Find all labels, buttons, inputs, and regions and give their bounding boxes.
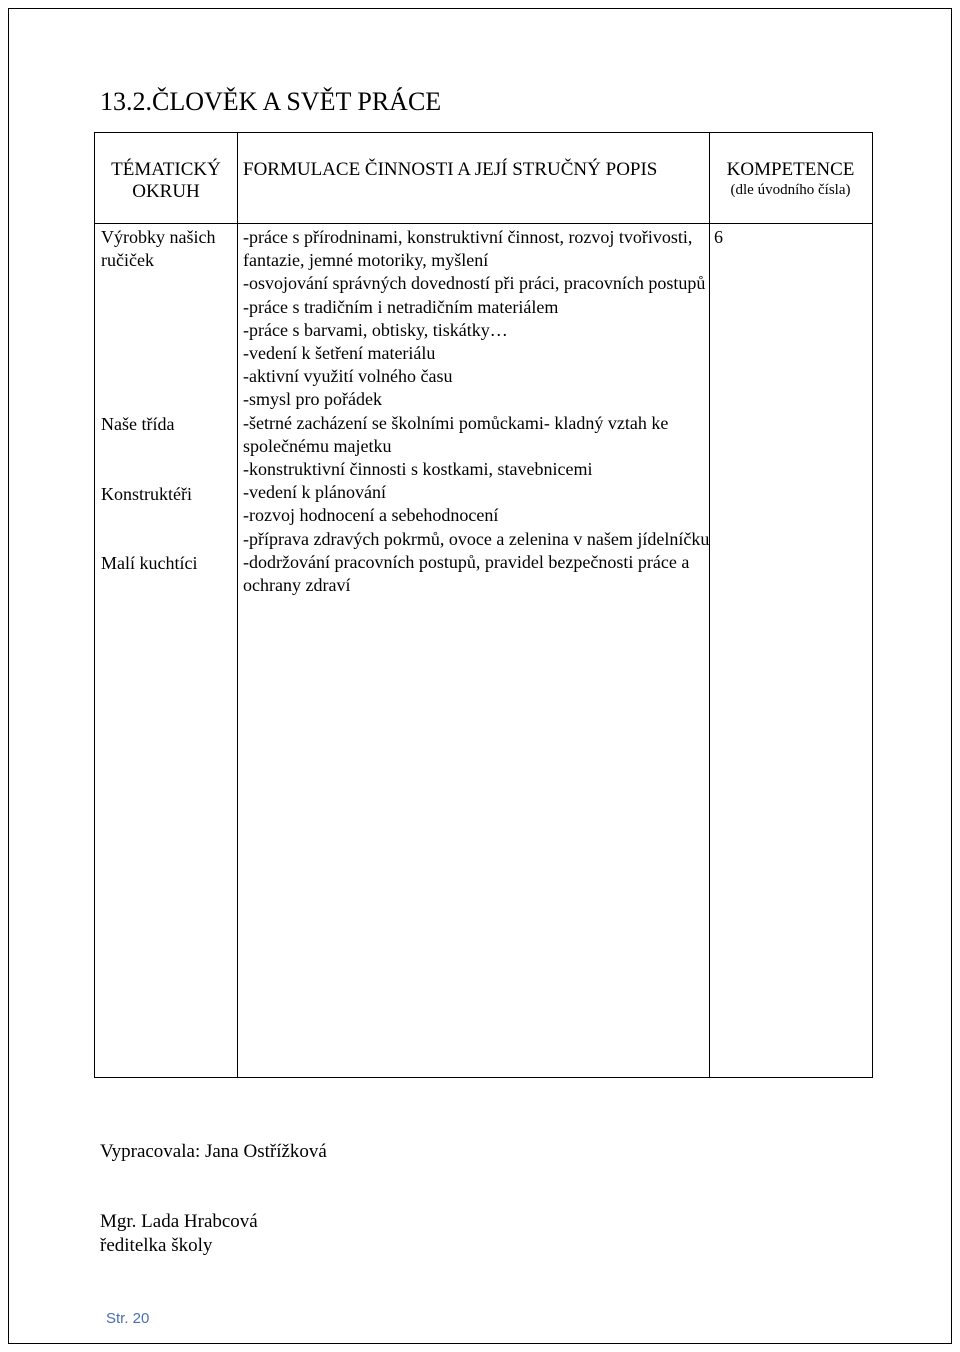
header-competence (709, 159, 872, 199)
activity-item: -osvojování správných dovedností při práci, pracovních postupů (243, 273, 706, 294)
curriculum-table (94, 132, 873, 1078)
activity-item: -rozvoj hodnocení a sebehodnocení (243, 505, 499, 526)
activity-item: -šetrné zacházení se školními pomůckami- kladný vztah ke společnému majetku (243, 412, 669, 456)
signatory-role: ředitelka školy (100, 1235, 213, 1256)
header-topic: TÉMATICKÝ OKRUH (111, 159, 221, 202)
prepared-by: Vypracovala: Jana Ostřížková (100, 1141, 327, 1162)
activity-item: -vedení k šetření materiálu (243, 343, 436, 364)
topic-constructors: Konstruktéři (101, 484, 192, 504)
activity-item: -vedení k plánování (243, 482, 386, 503)
header-competence-note: (dle úvodního čísla) (730, 182, 851, 198)
activity-item: -konstruktivní činnosti s kostkami, stavebnicemi (243, 459, 593, 480)
activity-item: -práce s barvami, obtisky, tiskátky… (243, 319, 508, 340)
signatory-name: Mgr. Lada Hrabcová (100, 1211, 258, 1232)
activity-item: -práce s tradičním i netradičním materiálem (243, 296, 559, 317)
activity-item: -dodržování pracovních postupů, pravidel bezpečnosti práce a ochrany zdraví (243, 551, 690, 596)
activity-item: -aktivní využití volného času (243, 366, 453, 387)
competence-value: 6 (714, 227, 723, 247)
section-title: 13.2.ČLOVĚK A SVĚT PRÁCE (100, 87, 442, 116)
topic-cooks: Malí kuchtíci (101, 553, 198, 573)
activity-item: -práce s přírodninami, konstruktivní činnost, rozvoj tvořivosti, fantazie, jemné motoriky, myšlení (243, 227, 693, 271)
activity-item: -příprava zdravých pokrmů, ovoce a zelenina v našem jídelníčku (243, 528, 710, 549)
activity-list (243, 226, 713, 597)
activity-item: -smysl pro pořádek (243, 389, 382, 410)
page-number: Str. 20 (106, 1310, 150, 1327)
topic-class: Naše třída (101, 414, 175, 434)
header-divider (95, 223, 872, 224)
topic-products: Výrobky našich ručiček (101, 227, 216, 271)
column-divider (237, 133, 238, 1077)
header-competence-label: KOMPETENCE (726, 159, 855, 180)
header-activity: FORMULACE ČINNOSTI A JEJÍ STRUČNÝ POPIS (243, 159, 658, 180)
